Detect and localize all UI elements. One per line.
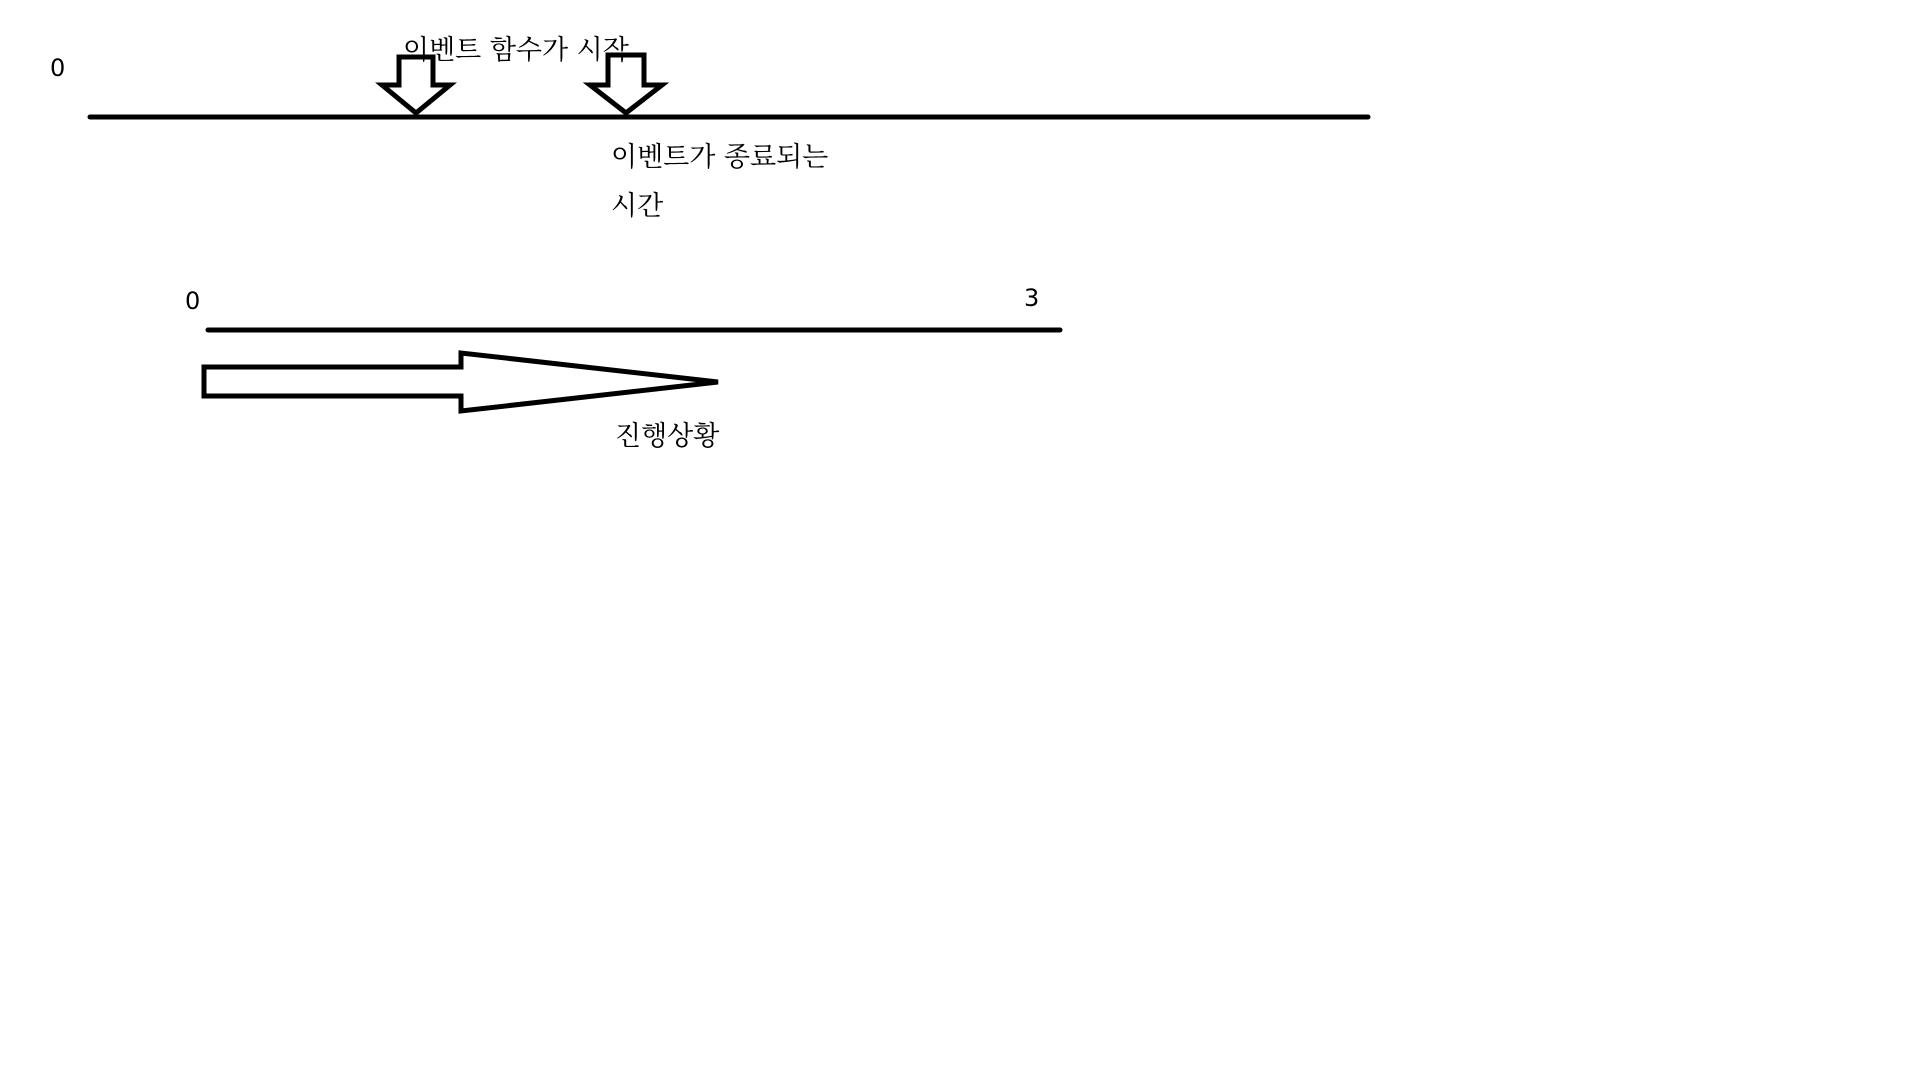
progress-label: 진행상황 [615, 421, 720, 452]
event-end-label-line2: 시간 [611, 191, 664, 222]
progress-right-arrow [204, 353, 718, 411]
event-start-label: 이벤트 함수가 시작 [403, 35, 629, 66]
bottom-timeline-end-label: 3 [1024, 284, 1040, 312]
bottom-timeline-start-label: 0 [185, 287, 201, 315]
event-end-label-line1: 이벤트가 종료되는 [611, 142, 829, 173]
top-timeline-start-label: 0 [50, 54, 66, 82]
